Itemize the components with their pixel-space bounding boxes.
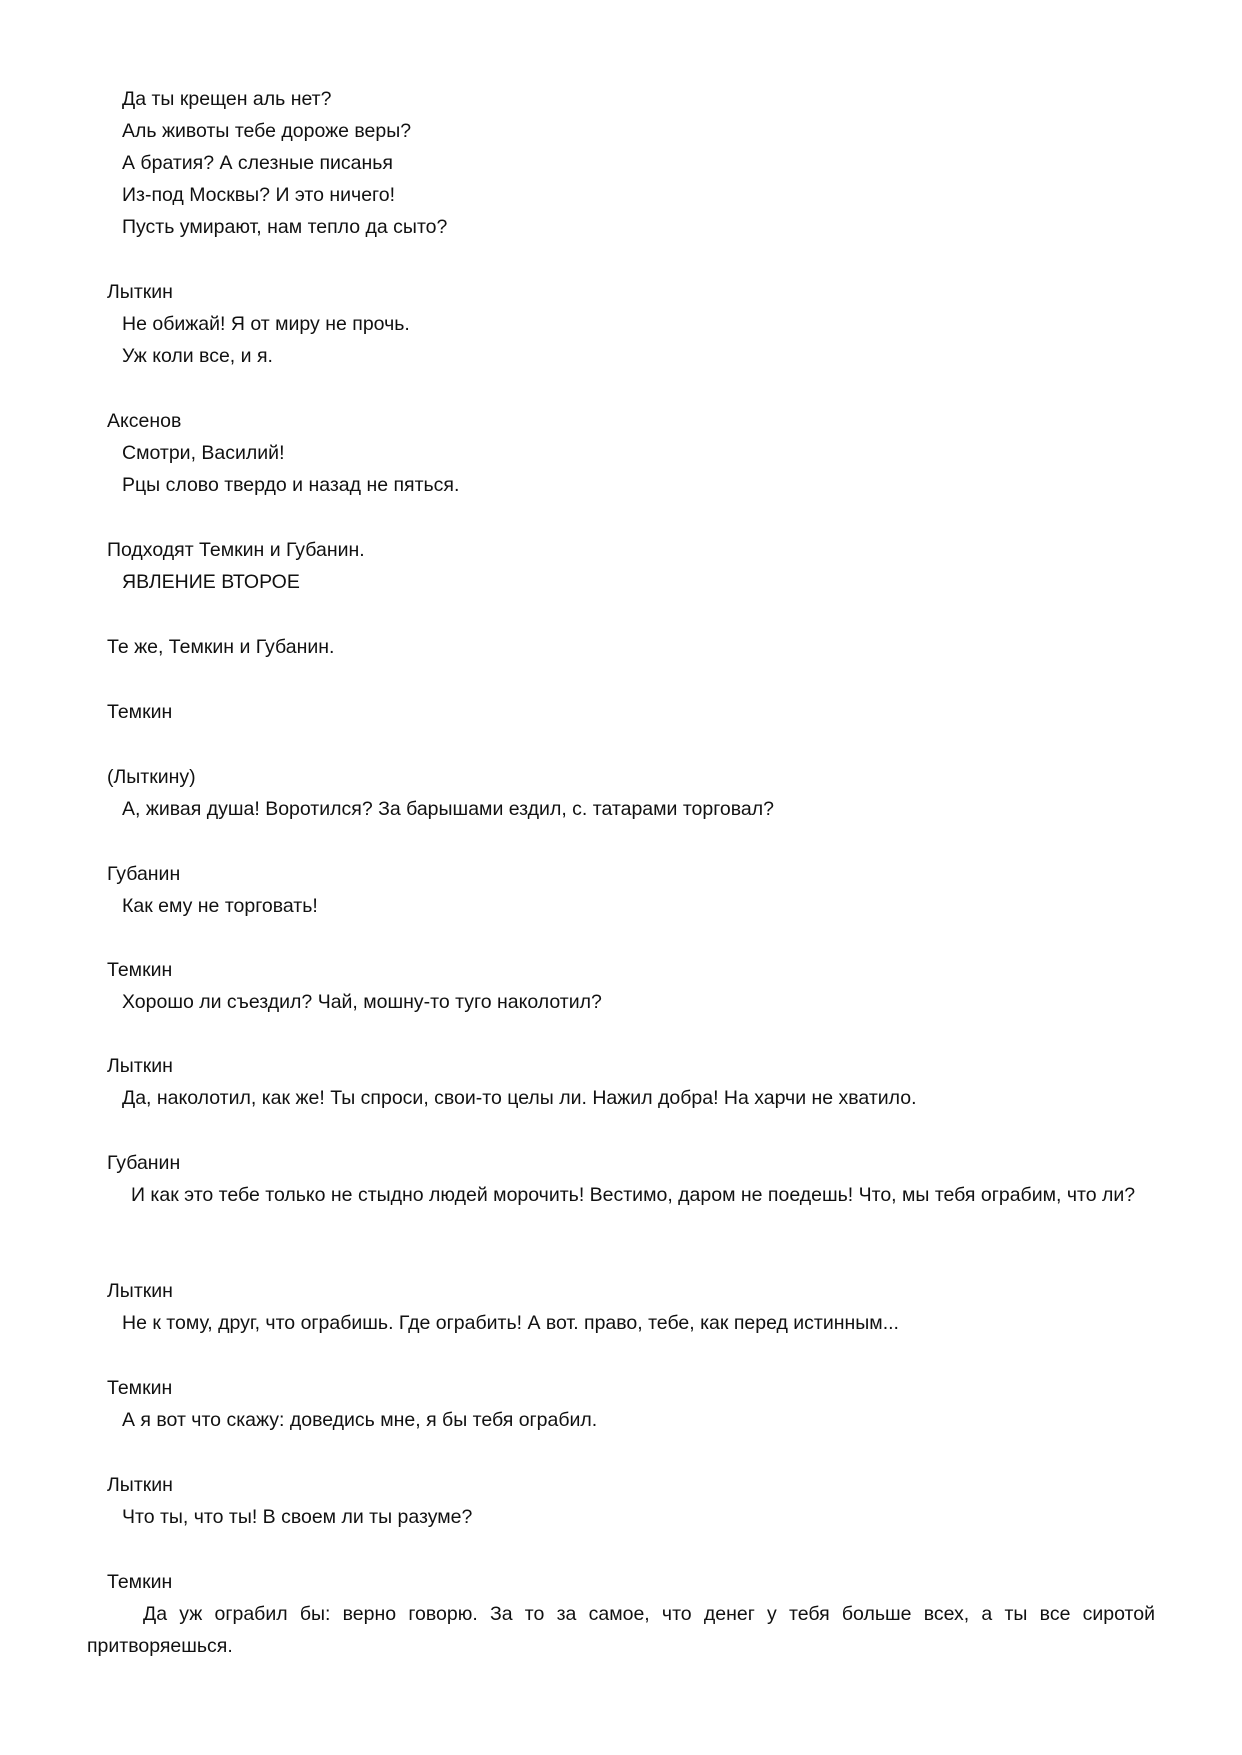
dialogue-line: Что ты, что ты! В своем ли ты разуме? <box>122 1506 473 1528</box>
verse-line: Не обижай! Я от миру не прочь. <box>122 313 410 335</box>
speaker-name: Темкин <box>107 1377 173 1399</box>
speaker-name: Лыткин <box>107 1474 173 1496</box>
verse-line: Смотри, Василий! <box>122 442 285 464</box>
dialogue-line: А, живая душа! Воротился? За барышами ездил, с. татарами торговал? <box>122 798 774 820</box>
dialogue-line: Не к тому, друг, что ограбишь. Где ограбить! А вот. право, тебе, как перед истинным... <box>122 1312 899 1334</box>
speaker-name: Лыткин <box>107 1055 173 1077</box>
scene-characters: Те же, Темкин и Губанин. <box>107 636 335 658</box>
speaker-name: Темкин <box>107 959 173 981</box>
verse-line: Аль животы тебе дороже веры? <box>122 120 412 142</box>
speaker-name: Темкин <box>107 1571 173 1593</box>
speaker-name: Губанин <box>107 1152 181 1174</box>
verse-line: Рцы слово твердо и назад не пяться. <box>122 474 460 496</box>
verse-line: Из-под Москвы? И это ничего! <box>122 184 395 206</box>
speaker-name: Лыткин <box>107 1280 173 1302</box>
verse-line: Да ты крещен аль нет? <box>122 88 332 110</box>
speaker-name: Лыткин <box>107 281 173 303</box>
stage-direction: Подходят Темкин и Губанин. <box>107 539 365 561</box>
verse-line: Уж коли все, и я. <box>122 345 273 367</box>
dialogue-paragraph: Да уж ограбил бы: верно говорю. За то за самое, что денег у тебя больше всех, а ты все сиротой притворяешься. <box>87 1603 1155 1657</box>
speaker-name: Темкин <box>107 701 173 723</box>
scene-heading: ЯВЛЕНИЕ ВТОРОЕ <box>122 571 300 593</box>
speaker-name: Губанин <box>107 863 181 885</box>
verse-line: А братия? А слезные писанья <box>122 152 393 174</box>
speaker-name: Аксенов <box>107 410 182 432</box>
dialogue-line: А я вот что скажу: доведись мне, я бы тебя ограбил. <box>122 1409 598 1431</box>
dialogue-line: Да, наколотил, как же! Ты спроси, свои-то целы ли. Нажил добра! На харчи не хватило. <box>122 1087 917 1109</box>
dialogue-paragraph: И как это тебе только не стыдно людей морочить! Вестимо, даром не поедешь! Что, мы тебя ограбим, что ли? <box>131 1184 1136 1206</box>
dialogue-line: Хорошо ли съездил? Чай, мошну-то туго наколотил? <box>122 991 602 1013</box>
stage-direction: (Лыткину) <box>107 766 196 788</box>
dialogue-line: Как ему не торговать! <box>122 895 318 917</box>
verse-line: Пусть умирают, нам тепло да сыто? <box>122 216 448 238</box>
